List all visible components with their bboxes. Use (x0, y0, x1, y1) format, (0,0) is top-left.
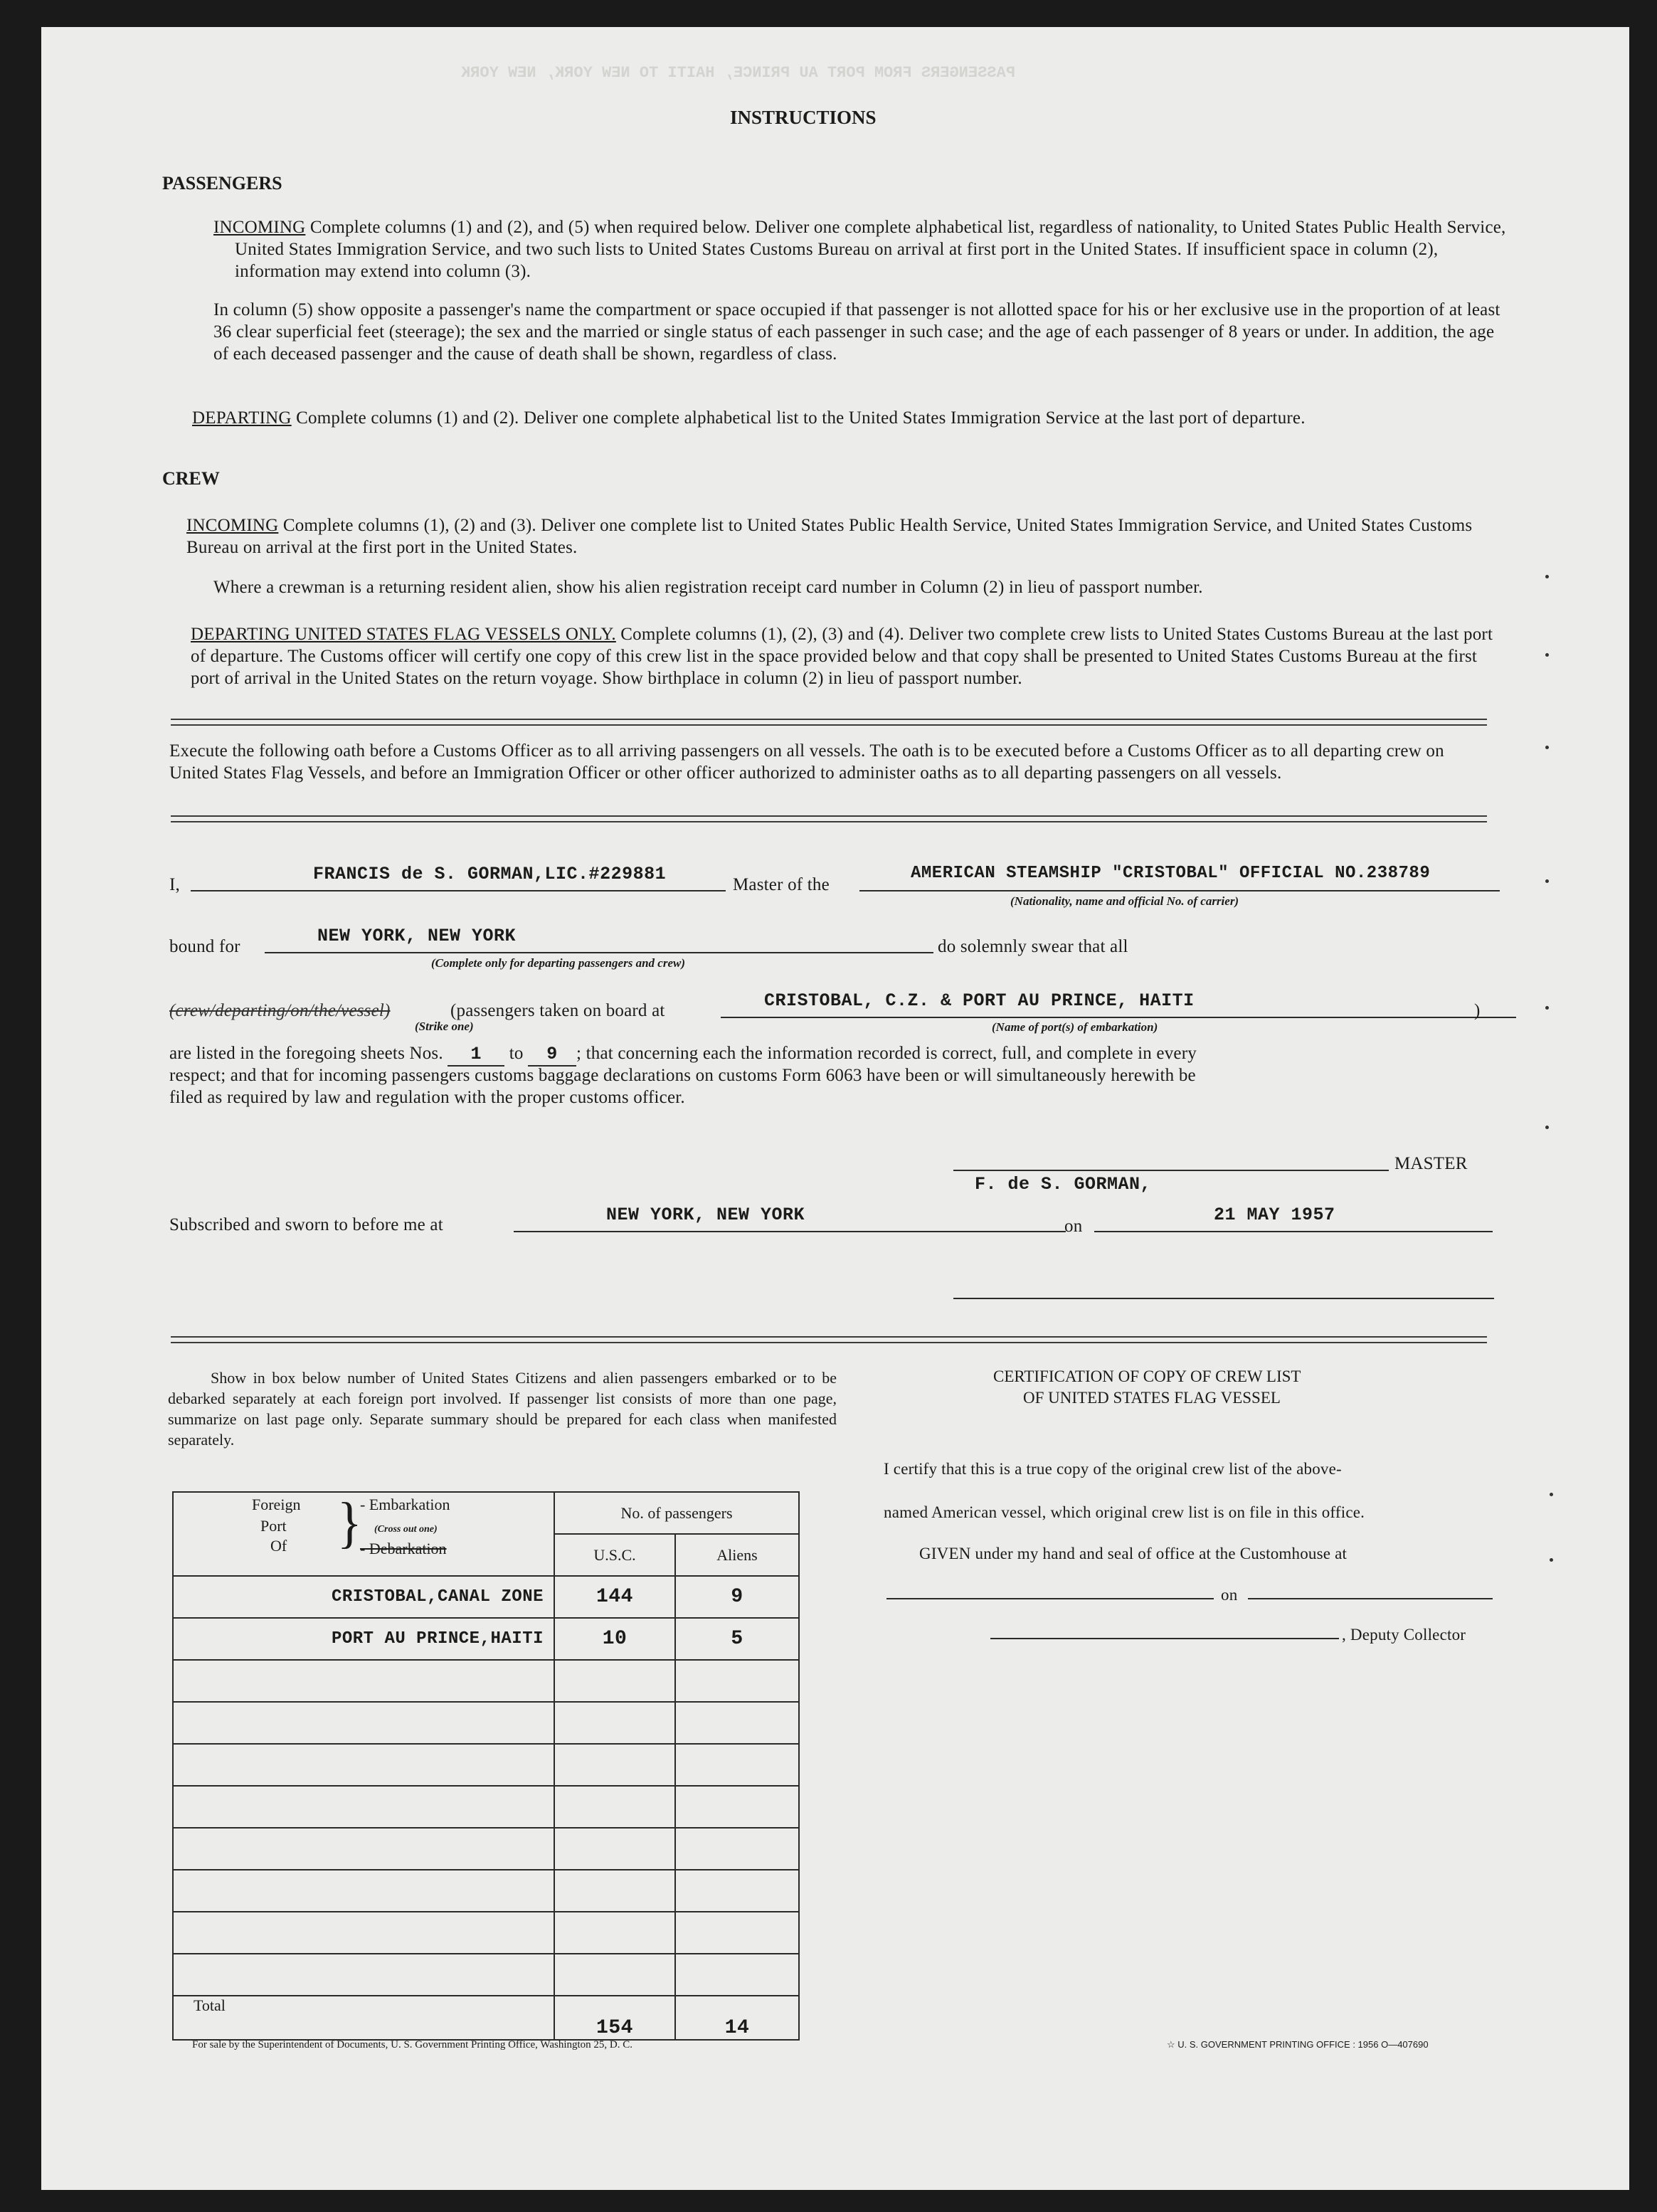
sworn-on-label: on (1064, 1217, 1083, 1236)
summary-aliens-cell: 5 (675, 1618, 799, 1660)
crew-departing-text: Complete columns (1), (2), (3) and (4). Deliver two complete crew lists to United States Customs Bureau at the last port of departure. The Customs officer will certify one copy of this crew list in the space provided below and that copy shall be presented to United States Customs Bureau at the first port of arrival in the United States on the return voyage. Show birthplace in column (2) in lieu of passport number. (191, 625, 1493, 688)
sheet-from-text: 1 (470, 1044, 482, 1064)
passengers-departing-text: Complete columns (1) and (2). Deliver one complete alphabetical list to the United States Immigration Service at the last port of departure. (296, 408, 1306, 428)
passengers-incoming-paragraph (213, 216, 1523, 282)
bound-for-line (265, 952, 933, 953)
sworn-place-line (514, 1231, 1066, 1232)
master-signature: F. de S. GORMAN, (975, 1174, 1152, 1195)
summary-aliens-cell: 9 (675, 1576, 799, 1618)
crew-incoming-paragraph (186, 514, 1503, 559)
divider-double (171, 719, 1487, 726)
summary-port-cell (173, 1954, 554, 1996)
summary-usc-cell: 144 (554, 1576, 675, 1618)
summary-row (173, 1828, 799, 1870)
footer-right: ☆ U. S. GOVERNMENT PRINTING OFFICE : 1956 O—407690 (1167, 2039, 1429, 2050)
summary-port-cell (173, 1870, 554, 1912)
summary-aliens-cell (675, 1744, 799, 1786)
summary-row (173, 1702, 799, 1744)
bound-for-caption: (Complete only for departing passengers and crew) (431, 956, 685, 970)
summary-port-cell (173, 1786, 554, 1828)
master-name-value: FRANCIS de S. GORMAN,LIC.#229881 (313, 864, 667, 884)
customhouse-line (886, 1598, 1214, 1599)
summary-aliens-cell (675, 1954, 799, 1996)
header-foreign: Foreign (252, 1496, 301, 1513)
bleed-through-header: PASSENGERS FROM PORT AU PRINCE, HAITI TO NEW YORK, NEW YORK (461, 64, 1015, 82)
passengers-incoming-label: INCOMING (213, 218, 306, 237)
summary-port-cell (173, 1744, 554, 1786)
sheets-line2: respect; and that for incoming passengers customs baggage declarations on customs Form 6063 have been or will simultaneously herewith be (169, 1066, 1196, 1085)
sworn-place-value: NEW YORK, NEW YORK (606, 1205, 805, 1225)
summary-usc-cell (554, 1870, 675, 1912)
divider-double (171, 1336, 1487, 1343)
page-speck (1550, 1558, 1553, 1562)
footer-left: For sale by the Superintendent of Documents, U. S. Government Printing Office, Washington 25, D. C. (192, 2039, 632, 2050)
summary-usc-cell (554, 1660, 675, 1702)
sheets-rest: ; that concerning each the information recorded is correct, full, and complete in every (576, 1044, 1197, 1063)
page-speck (1545, 1006, 1549, 1010)
summary-row (173, 1660, 799, 1702)
certification-line3: GIVEN under my hand and seal of office at the Customhouse at (919, 1545, 1348, 1562)
sworn-date-value: 21 MAY 1957 (1214, 1205, 1335, 1225)
header-debarkation: - Debarkation (360, 1540, 447, 1557)
summary-aliens-cell (675, 1912, 799, 1954)
passengers-departing-label: DEPARTING (192, 408, 292, 428)
port-header-cell (173, 1492, 554, 1576)
summary-total-row (173, 1996, 799, 2040)
summary-row (173, 1870, 799, 1912)
certification-title-1: CERTIFICATION OF COPY OF CREW LIST (993, 1367, 1301, 1385)
vessel-line (859, 890, 1500, 891)
summary-usc-cell (554, 1912, 675, 1954)
passengers-heading: PASSENGERS (162, 173, 282, 194)
sheets-prefix: are listed in the foregoing sheets Nos. (169, 1044, 443, 1063)
summary-header-row (173, 1492, 799, 1534)
page-speck (1545, 575, 1549, 578)
summary-row (173, 1912, 799, 1954)
certification-title-2: OF UNITED STATES FLAG VESSEL (1023, 1389, 1281, 1407)
crew-resident-paragraph: Where a crewman is a returning resident alien, show his alien registration receipt card number in Column (2) in lieu of passport number. (213, 578, 1203, 597)
summary-port-cell: PORT AU PRINCE,HAITI (173, 1618, 554, 1660)
summary-aliens-cell (675, 1660, 799, 1702)
total-label: Total (173, 1996, 554, 2040)
summary-usc-cell (554, 1702, 675, 1744)
summary-usc-cell (554, 1786, 675, 1828)
master-name-line (191, 890, 726, 891)
certification-line2: named American vessel, which original crew list is on file in this office. (884, 1503, 1365, 1521)
crew-incoming-label: INCOMING (186, 516, 279, 535)
page-speck (1545, 1126, 1549, 1129)
page-title: INSTRUCTIONS (730, 107, 877, 128)
summary-port-cell: CRISTOBAL,CANAL ZONE (173, 1576, 554, 1618)
crew-departing-paragraph (191, 623, 1507, 689)
sheets-line3: filed as required by law and regulation with the proper customs officer. (169, 1088, 685, 1107)
strike-caption: (Strike one) (415, 1020, 474, 1033)
usc-header: U.S.C. (554, 1534, 675, 1576)
deputy-collector-label: , Deputy Collector (1342, 1626, 1466, 1644)
header-of: Of (270, 1537, 287, 1555)
passenger-summary-table (172, 1491, 800, 2041)
summary-rows (173, 1576, 799, 1996)
sheet-from-value (448, 1042, 504, 1067)
embark-ports-value: CRISTOBAL, C.Z. & PORT AU PRINCE, HAITI (764, 990, 1195, 1011)
sheet-to-value (528, 1042, 576, 1067)
summary-row (173, 1618, 799, 1660)
master-signature-line (953, 1170, 1389, 1171)
passengers-departing-paragraph (192, 407, 1501, 429)
brace-icon: } (337, 1491, 362, 1554)
strike-text: (crew/departing/on/the/vessel) (169, 1001, 391, 1020)
oath-intro-paragraph: Execute the following oath before a Customs Officer as to all arriving passengers on all vessels. The oath is to be executed before a Customs Officer as to all departing crew on United States Flag Vessels, and before an Immigration Officer or other officer authorized to administer oaths as to all departing passengers on all vessels. (169, 741, 1444, 783)
passengers-column5-paragraph: In column (5) show opposite a passenger's name the compartment or space occupied if that passenger is not allotted space for his or her exclusive use in the proportion of at least 36 clear superficial feet (steerage); the sex and the married or single status of each passenger in such case; and the age of each passenger of 8 years or under. In addition, the age of each deceased passenger and the cause of death shall be shown, regardless of class. (213, 300, 1500, 364)
crew-departing-label: DEPARTING UNITED STATES FLAG VESSELS ONLY. (191, 625, 616, 644)
bound-for-label: bound for (169, 937, 240, 956)
document-page (41, 27, 1629, 2190)
summary-row (173, 1744, 799, 1786)
summary-aliens-cell (675, 1870, 799, 1912)
summary-usc-cell (554, 1828, 675, 1870)
summary-port-cell (173, 1660, 554, 1702)
oath-i-label: I, (169, 875, 180, 894)
page-speck (1545, 653, 1549, 657)
page-speck (1550, 1493, 1553, 1496)
deputy-collector-line (990, 1638, 1339, 1639)
sheet-to-text: 9 (546, 1044, 558, 1064)
sheets-line1 (169, 1042, 1507, 1067)
aliens-header: Aliens (675, 1534, 799, 1576)
header-cross: (Cross out one) (374, 1524, 438, 1535)
bound-for-value: NEW YORK, NEW YORK (317, 926, 517, 946)
certification-on-label: on (1221, 1586, 1238, 1604)
vessel-value: AMERICAN STEAMSHIP "CRISTOBAL" OFFICIAL NO.238789 (911, 864, 1431, 883)
divider-double (171, 815, 1487, 822)
embark-ports-caption: (Name of port(s) of embarkation) (992, 1020, 1158, 1034)
crew-heading: CREW (162, 468, 220, 489)
summary-aliens-cell (675, 1702, 799, 1744)
summary-aliens-cell (675, 1786, 799, 1828)
summary-usc-cell: 10 (554, 1618, 675, 1660)
close-paren: ) (1474, 1001, 1481, 1020)
no-passengers-header: No. of passengers (554, 1492, 799, 1534)
summary-port-cell (173, 1912, 554, 1954)
customs-officer-line (953, 1298, 1494, 1299)
summary-port-cell (173, 1828, 554, 1870)
summary-usc-cell (554, 1744, 675, 1786)
header-port: Port (260, 1517, 287, 1535)
crew-incoming-text: Complete columns (1), (2) and (3). Deliver one complete list to United States Public Health Service, United States Immigration Service, and United States Customs Bureau on arrival at the first port in the United States. (186, 516, 1473, 557)
passengers-incoming-text: Complete columns (1) and (2), and (5) when required below. Deliver one complete alphabetical list, regardless of nationality, to United States Public Health Service, United States Immigration Service, and two such lists to United States Customs Bureau on arrival at first port in the United States. If insufficient space in column (2), information may extend into column (3). (235, 218, 1506, 281)
summary-usc-cell (554, 1954, 675, 1996)
summary-port-cell (173, 1702, 554, 1744)
vessel-caption: (Nationality, name and official No. of carrier) (1010, 894, 1239, 908)
summary-row (173, 1576, 799, 1618)
sheets-to-label: to (509, 1044, 524, 1063)
sworn-date-line (1094, 1231, 1493, 1232)
header-embarkation: - Embarkation (360, 1496, 450, 1513)
page-speck (1545, 879, 1549, 883)
page-speck (1545, 746, 1549, 749)
summary-instructions: Show in box below number of United States Citizens and alien passengers embarked or to be debarked separately at each foreign port involved. If passenger list consists of more than one page, summarize on last page only. Separate summary should be prepared for each class when manifested separately. (168, 1369, 837, 1449)
subscribed-label: Subscribed and sworn to before me at (169, 1215, 443, 1234)
summary-row (173, 1786, 799, 1828)
total-usc: 154 (554, 1996, 675, 2040)
master-label: MASTER (1394, 1154, 1468, 1173)
certification-date-line (1248, 1598, 1493, 1599)
summary-row (173, 1954, 799, 1996)
taken-on-board-label: (passengers taken on board at (450, 1001, 665, 1020)
certification-line1: I certify that this is a true copy of the original crew list of the above- (884, 1460, 1342, 1478)
total-aliens: 14 (675, 1996, 799, 2040)
embark-ports-line (721, 1017, 1516, 1018)
swear-text: do solemnly swear that all (938, 937, 1128, 956)
summary-aliens-cell (675, 1828, 799, 1870)
master-of-label: Master of the (733, 875, 830, 894)
